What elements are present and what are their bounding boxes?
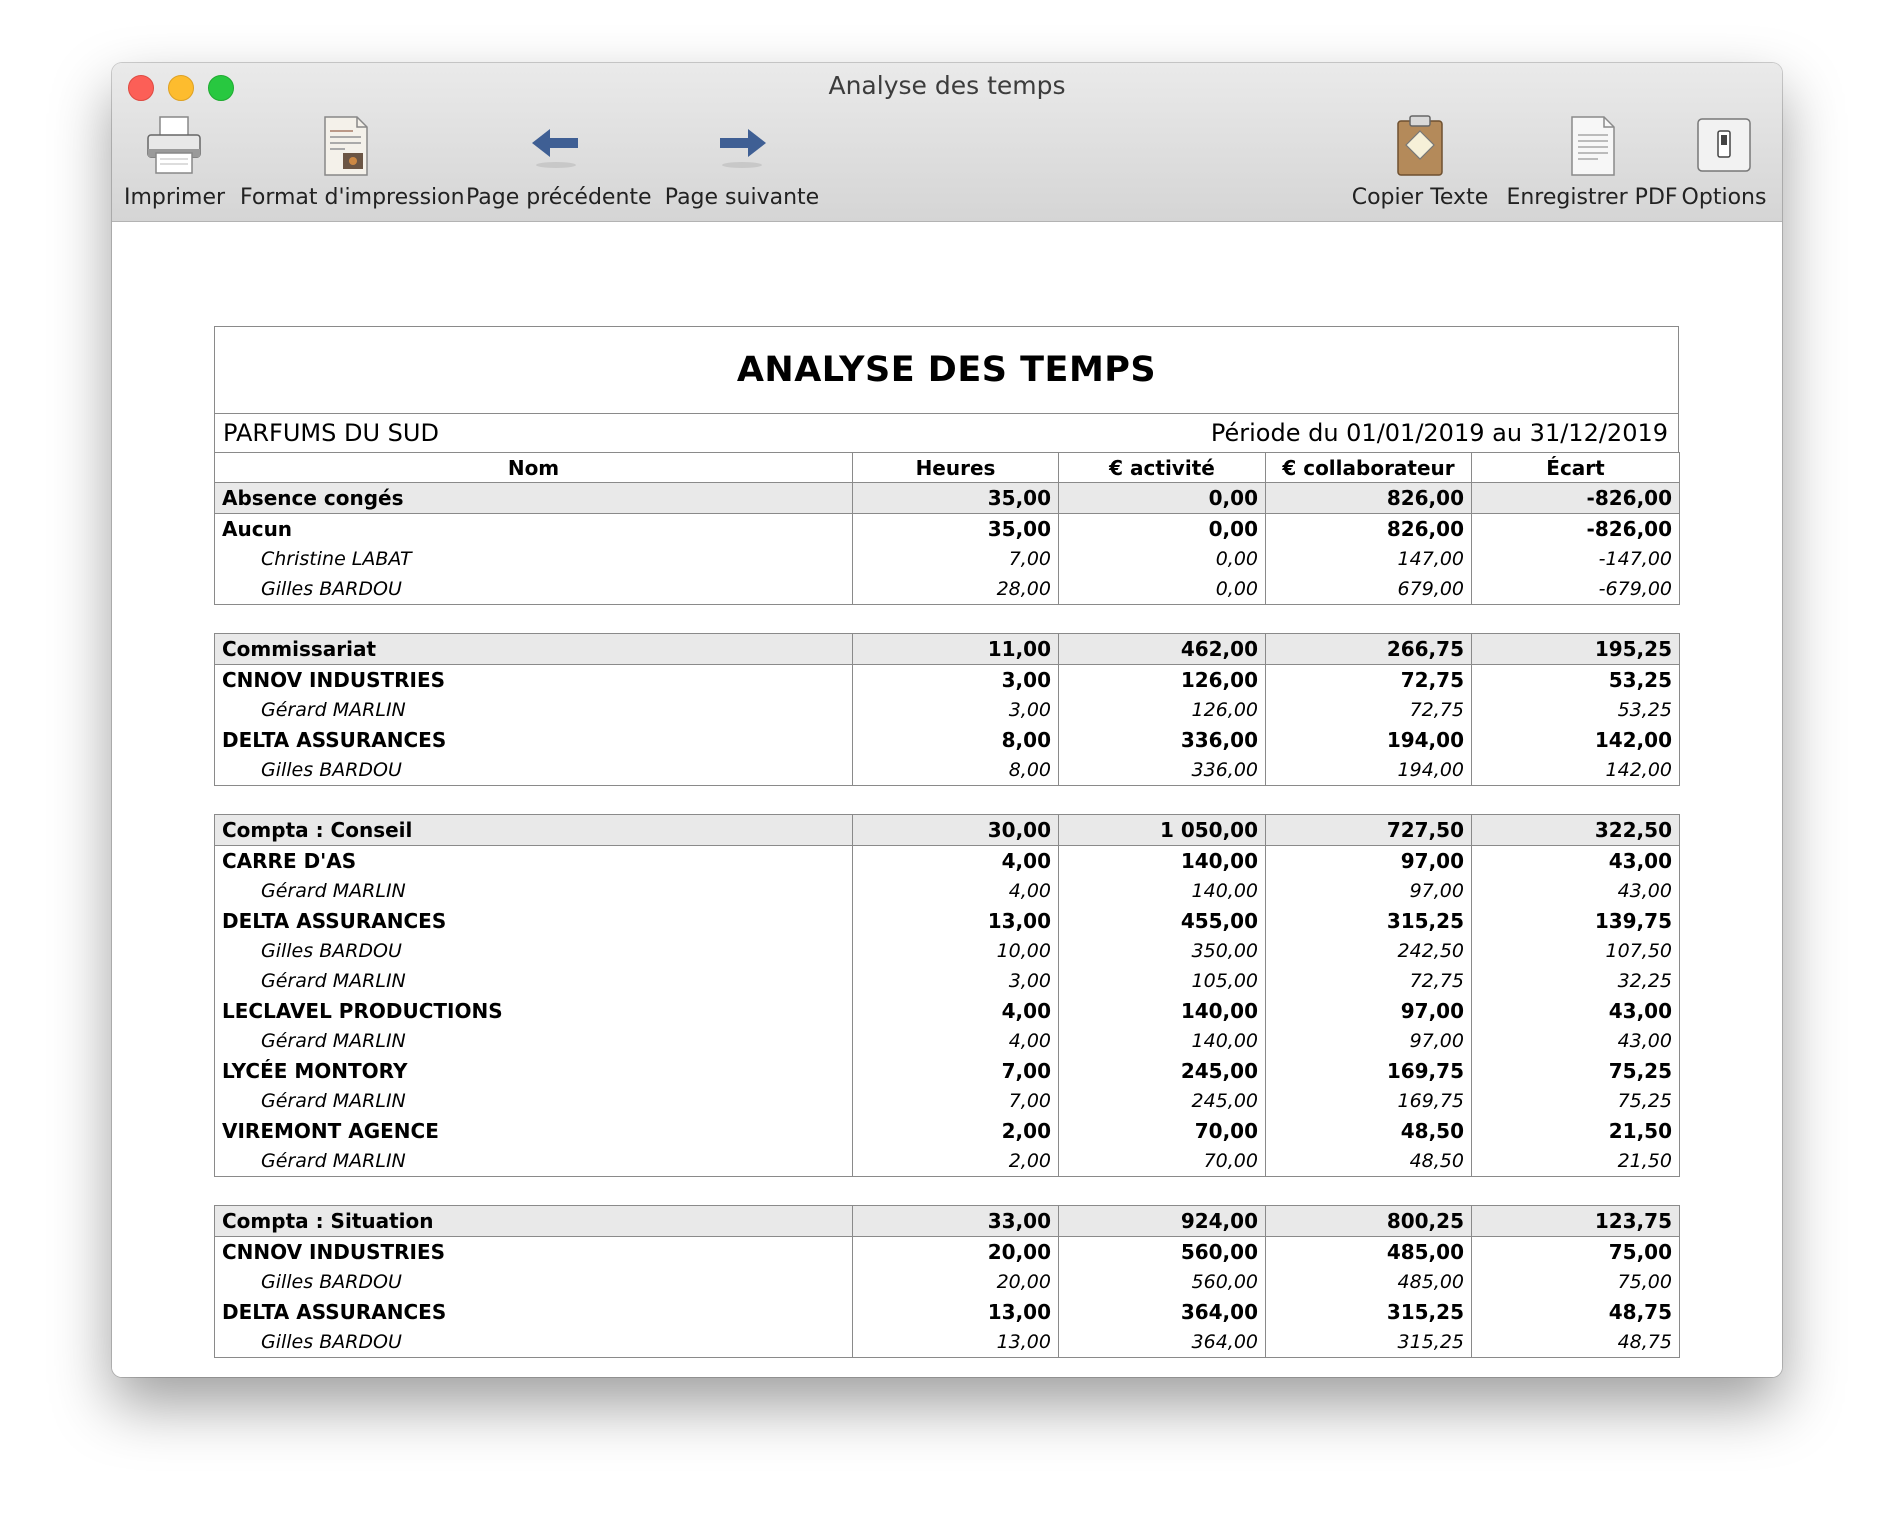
print-button[interactable] xyxy=(124,113,224,213)
cell-heures: 2,00 xyxy=(853,1146,1059,1177)
cell-collaborateur: 72,75 xyxy=(1266,665,1472,696)
group-row xyxy=(215,634,1680,665)
group-row xyxy=(215,1206,1680,1237)
cell-collaborateur: 147,00 xyxy=(1266,544,1472,574)
cell-name: LECLAVEL PRODUCTIONS xyxy=(215,996,853,1026)
client-row xyxy=(215,514,1680,545)
cell-collaborateur: 679,00 xyxy=(1266,574,1472,605)
cell-collaborateur: 727,50 xyxy=(1266,815,1472,846)
cell-collaborateur: 194,00 xyxy=(1266,755,1472,786)
cell-name: Commissariat xyxy=(215,634,853,665)
cell-name: LYCÉE MONTORY xyxy=(215,1056,853,1086)
cell-heures: 30,00 xyxy=(853,815,1059,846)
cell-ecart: 75,25 xyxy=(1472,1056,1680,1086)
employee-row xyxy=(215,1327,1680,1358)
cell-ecart: 48,75 xyxy=(1472,1297,1680,1327)
options-button[interactable] xyxy=(1678,113,1770,213)
cell-activite: 140,00 xyxy=(1059,996,1266,1026)
cell-ecart: 21,50 xyxy=(1472,1116,1680,1146)
cell-activite: 70,00 xyxy=(1059,1116,1266,1146)
cell-ecart: 75,25 xyxy=(1472,1086,1680,1116)
cell-activite: 245,00 xyxy=(1059,1086,1266,1116)
client-row xyxy=(215,996,1680,1026)
cell-activite: 126,00 xyxy=(1059,665,1266,696)
cell-ecart: 139,75 xyxy=(1472,906,1680,936)
cell-activite: 140,00 xyxy=(1059,846,1266,877)
report-page xyxy=(214,326,1679,1358)
time-analysis-table xyxy=(214,452,1680,1358)
cell-heures: 20,00 xyxy=(853,1237,1059,1268)
cell-collaborateur: 97,00 xyxy=(1266,996,1472,1026)
employee-row xyxy=(215,544,1680,574)
group-spacer xyxy=(215,786,1680,815)
cell-activite: 364,00 xyxy=(1059,1327,1266,1358)
group-spacer xyxy=(215,1177,1680,1206)
pdf-document-icon xyxy=(1560,113,1624,177)
cell-heures: 8,00 xyxy=(853,755,1059,786)
cell-heures: 7,00 xyxy=(853,544,1059,574)
cell-ecart: 75,00 xyxy=(1472,1267,1680,1297)
cell-activite: 560,00 xyxy=(1059,1237,1266,1268)
cell-collaborateur: 485,00 xyxy=(1266,1237,1472,1268)
title-toolbar xyxy=(112,63,1782,222)
arrow-left-icon xyxy=(524,113,588,177)
client-row xyxy=(215,906,1680,936)
cell-name: CNNOV INDUSTRIES xyxy=(215,1237,853,1268)
cell-name: CARRE D'AS xyxy=(215,846,853,877)
printer-icon xyxy=(142,113,206,177)
cell-name: Christine LABAT xyxy=(215,544,853,574)
client-row xyxy=(215,1116,1680,1146)
next-page-button[interactable] xyxy=(660,113,824,213)
employee-row xyxy=(215,876,1680,906)
cell-heures: 3,00 xyxy=(853,695,1059,725)
cell-collaborateur: 97,00 xyxy=(1266,846,1472,877)
report-period: Période du 01/01/2019 au 31/12/2019 xyxy=(1210,419,1668,447)
cell-ecart: 107,50 xyxy=(1472,936,1680,966)
cell-heures: 7,00 xyxy=(853,1086,1059,1116)
cell-name: Absence congés xyxy=(215,483,853,514)
cell-heures: 3,00 xyxy=(853,966,1059,996)
cell-ecart: 195,25 xyxy=(1472,634,1680,665)
copy-text-button[interactable] xyxy=(1340,113,1500,213)
cell-ecart: 48,75 xyxy=(1472,1327,1680,1358)
client-row xyxy=(215,1056,1680,1086)
cell-activite: 140,00 xyxy=(1059,876,1266,906)
cell-collaborateur: 315,25 xyxy=(1266,1327,1472,1358)
cell-heures: 3,00 xyxy=(853,665,1059,696)
cell-collaborateur: 194,00 xyxy=(1266,725,1472,755)
cell-ecart: 21,50 xyxy=(1472,1146,1680,1177)
employee-row xyxy=(215,1026,1680,1056)
cell-activite: 105,00 xyxy=(1059,966,1266,996)
cell-ecart: -679,00 xyxy=(1472,574,1680,605)
cell-name: Gilles BARDOU xyxy=(215,574,853,605)
cell-collaborateur: 800,25 xyxy=(1266,1206,1472,1237)
cell-collaborateur: 169,75 xyxy=(1266,1086,1472,1116)
cell-heures: 4,00 xyxy=(853,996,1059,1026)
clipboard-icon xyxy=(1388,113,1452,177)
report-window xyxy=(112,63,1782,1377)
col-heures: Heures xyxy=(853,453,1059,483)
cell-name: Gérard MARLIN xyxy=(215,695,853,725)
cell-ecart: 43,00 xyxy=(1472,1026,1680,1056)
cell-activite: 140,00 xyxy=(1059,1026,1266,1056)
cell-activite: 560,00 xyxy=(1059,1267,1266,1297)
page-setup-icon xyxy=(313,113,377,177)
client-row xyxy=(215,1297,1680,1327)
cell-name: DELTA ASSURANCES xyxy=(215,1297,853,1327)
cell-name: Gilles BARDOU xyxy=(215,1267,853,1297)
employee-row xyxy=(215,755,1680,786)
report-preview-area xyxy=(112,222,1782,1377)
cell-activite: 126,00 xyxy=(1059,695,1266,725)
cell-name: Gérard MARLIN xyxy=(215,876,853,906)
cell-activite: 350,00 xyxy=(1059,936,1266,966)
cell-collaborateur: 97,00 xyxy=(1266,1026,1472,1056)
cell-name: Gérard MARLIN xyxy=(215,1086,853,1116)
employee-row xyxy=(215,695,1680,725)
cell-name: Gérard MARLIN xyxy=(215,966,853,996)
cell-ecart: 43,00 xyxy=(1472,876,1680,906)
col-collaborateur: € collaborateur xyxy=(1266,453,1472,483)
report-header xyxy=(214,326,1679,452)
cell-activite: 245,00 xyxy=(1059,1056,1266,1086)
table-body xyxy=(215,483,1680,1358)
cell-heures: 4,00 xyxy=(853,1026,1059,1056)
col-activite: € activité xyxy=(1059,453,1266,483)
cell-heures: 33,00 xyxy=(853,1206,1059,1237)
col-ecart: Écart xyxy=(1472,453,1680,483)
page-setup-label: Format d'impression xyxy=(240,185,465,210)
cell-name: Gilles BARDOU xyxy=(215,755,853,786)
cell-heures: 35,00 xyxy=(853,514,1059,545)
cell-activite: 462,00 xyxy=(1059,634,1266,665)
cell-ecart: -826,00 xyxy=(1472,514,1680,545)
arrow-right-icon xyxy=(710,113,774,177)
employee-row xyxy=(215,1086,1680,1116)
report-info xyxy=(215,414,1678,452)
cell-ecart: 43,00 xyxy=(1472,846,1680,877)
client-row xyxy=(215,846,1680,877)
previous-page-label: Page précédente xyxy=(466,185,652,210)
cell-heures: 4,00 xyxy=(853,846,1059,877)
cell-ecart: 322,50 xyxy=(1472,815,1680,846)
cell-ecart: 142,00 xyxy=(1472,725,1680,755)
cell-ecart: 53,25 xyxy=(1472,665,1680,696)
cell-collaborateur: 48,50 xyxy=(1266,1116,1472,1146)
group-row xyxy=(215,483,1680,514)
cell-activite: 0,00 xyxy=(1059,514,1266,545)
cell-collaborateur: 826,00 xyxy=(1266,483,1472,514)
cell-collaborateur: 242,50 xyxy=(1266,936,1472,966)
employee-row xyxy=(215,936,1680,966)
cell-name: Compta : Situation xyxy=(215,1206,853,1237)
switch-icon xyxy=(1692,113,1756,177)
next-page-label: Page suivante xyxy=(664,185,820,210)
cell-heures: 35,00 xyxy=(853,483,1059,514)
cell-ecart: 53,25 xyxy=(1472,695,1680,725)
cell-name: CNNOV INDUSTRIES xyxy=(215,665,853,696)
cell-heures: 4,00 xyxy=(853,876,1059,906)
cell-heures: 28,00 xyxy=(853,574,1059,605)
cell-name: Gérard MARLIN xyxy=(215,1146,853,1177)
cell-heures: 11,00 xyxy=(853,634,1059,665)
page-setup-button[interactable] xyxy=(240,113,465,213)
cell-collaborateur: 485,00 xyxy=(1266,1267,1472,1297)
employee-row xyxy=(215,574,1680,605)
cell-collaborateur: 97,00 xyxy=(1266,876,1472,906)
cell-activite: 70,00 xyxy=(1059,1146,1266,1177)
cell-heures: 20,00 xyxy=(853,1267,1059,1297)
cell-name: Gilles BARDOU xyxy=(215,1327,853,1358)
cell-collaborateur: 72,75 xyxy=(1266,695,1472,725)
cell-activite: 0,00 xyxy=(1059,483,1266,514)
company-name: PARFUMS DU SUD xyxy=(223,419,439,447)
client-row xyxy=(215,665,1680,696)
cell-activite: 364,00 xyxy=(1059,1297,1266,1327)
cell-activite: 336,00 xyxy=(1059,725,1266,755)
options-label: Options xyxy=(1681,185,1767,210)
cell-activite: 0,00 xyxy=(1059,544,1266,574)
group-spacer xyxy=(215,605,1680,634)
cell-name: Aucun xyxy=(215,514,853,545)
cell-heures: 10,00 xyxy=(853,936,1059,966)
cell-collaborateur: 315,25 xyxy=(1266,906,1472,936)
group-row xyxy=(215,815,1680,846)
col-nom: Nom xyxy=(215,453,853,483)
cell-collaborateur: 826,00 xyxy=(1266,514,1472,545)
window-title: Analyse des temps xyxy=(828,71,1066,100)
client-row xyxy=(215,1237,1680,1268)
cell-heures: 13,00 xyxy=(853,1297,1059,1327)
cell-activite: 336,00 xyxy=(1059,755,1266,786)
cell-collaborateur: 72,75 xyxy=(1266,966,1472,996)
copy-text-label: Copier Texte xyxy=(1351,185,1489,210)
cell-ecart: 123,75 xyxy=(1472,1206,1680,1237)
cell-ecart: 75,00 xyxy=(1472,1237,1680,1268)
cell-name: Compta : Conseil xyxy=(215,815,853,846)
cell-activite: 455,00 xyxy=(1059,906,1266,936)
cell-collaborateur: 169,75 xyxy=(1266,1056,1472,1086)
cell-collaborateur: 48,50 xyxy=(1266,1146,1472,1177)
cell-heures: 2,00 xyxy=(853,1116,1059,1146)
employee-row xyxy=(215,966,1680,996)
cell-heures: 8,00 xyxy=(853,725,1059,755)
save-pdf-label: Enregistrer PDF xyxy=(1506,185,1678,210)
table-header xyxy=(215,453,1680,483)
cell-ecart: -147,00 xyxy=(1472,544,1680,574)
cell-heures: 13,00 xyxy=(853,906,1059,936)
cell-activite: 0,00 xyxy=(1059,574,1266,605)
client-row xyxy=(215,725,1680,755)
cell-ecart: 142,00 xyxy=(1472,755,1680,786)
cell-ecart: 32,25 xyxy=(1472,966,1680,996)
employee-row xyxy=(215,1267,1680,1297)
cell-name: DELTA ASSURANCES xyxy=(215,725,853,755)
cell-name: Gérard MARLIN xyxy=(215,1026,853,1056)
save-pdf-button[interactable] xyxy=(1504,113,1680,213)
cell-heures: 7,00 xyxy=(853,1056,1059,1086)
report-title: ANALYSE DES TEMPS xyxy=(215,327,1678,414)
cell-collaborateur: 266,75 xyxy=(1266,634,1472,665)
previous-page-button[interactable] xyxy=(466,113,652,213)
cell-ecart: 43,00 xyxy=(1472,996,1680,1026)
employee-row xyxy=(215,1146,1680,1177)
cell-name: DELTA ASSURANCES xyxy=(215,906,853,936)
cell-heures: 13,00 xyxy=(853,1327,1059,1358)
cell-ecart: -826,00 xyxy=(1472,483,1680,514)
print-label: Imprimer xyxy=(124,185,226,210)
cell-activite: 924,00 xyxy=(1059,1206,1266,1237)
cell-activite: 1 050,00 xyxy=(1059,815,1266,846)
cell-name: VIREMONT AGENCE xyxy=(215,1116,853,1146)
cell-name: Gilles BARDOU xyxy=(215,936,853,966)
cell-collaborateur: 315,25 xyxy=(1266,1297,1472,1327)
